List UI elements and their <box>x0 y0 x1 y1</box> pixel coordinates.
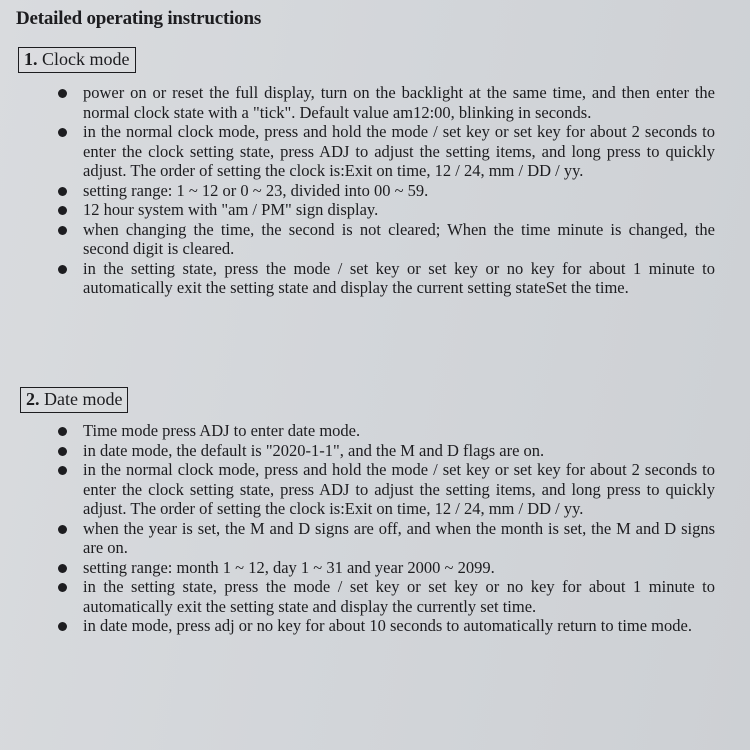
list-item-text: power on or reset the full display, turn on the backlight at the same time, and then enter the normal clock state with a "tick". Default value am12:00, blinking in seconds. <box>83 83 715 122</box>
list-item-text: setting range: 1 ~ 12 or 0 ~ 23, divided into 00 ~ 59. <box>83 180 429 200</box>
list-item <box>55 259 715 298</box>
bullet-icon <box>58 447 67 456</box>
list-item <box>55 616 715 636</box>
list-item-text: in date mode, the default is "2020-1-1", and the M and D flags are on. <box>83 440 545 460</box>
list-item-text: when changing the time, the second is not cleared; When the time minute is changed, the second digit is cleared. <box>83 219 715 258</box>
date-mode-list <box>55 421 715 636</box>
list-item <box>55 83 715 122</box>
list-item-text: setting range: month 1 ~ 12, day 1 ~ 31 and year 2000 ~ 2099. <box>83 557 495 577</box>
clock-mode-list <box>55 83 715 298</box>
list-item <box>55 577 715 616</box>
list-item <box>55 519 715 558</box>
list-item-text: 12 hour system with "am / PM" sign display. <box>83 200 379 219</box>
list-item <box>55 122 715 181</box>
bullet-icon <box>58 89 67 98</box>
bullet-icon <box>58 564 67 573</box>
bullet-icon <box>58 187 67 196</box>
section-number: 1. <box>24 49 38 69</box>
bullet-icon <box>58 427 67 436</box>
list-item-text: in the normal clock mode, press and hold the mode / set key or set key for about 2 seconds to enter the clock setting state, press ADJ to adjust the setting items, and long press to quickly adjust. The order of setting the clock is:Exit on time, 12 / 24, mm / DD / yy. <box>83 122 715 180</box>
bullet-icon <box>58 622 67 631</box>
bullet-icon <box>58 265 67 274</box>
list-item-text: Time mode press ADJ to enter date mode. <box>83 421 361 440</box>
bullet-icon <box>58 466 67 475</box>
section-heading-date-mode <box>20 387 128 413</box>
section-heading-clock-mode <box>18 47 136 73</box>
list-item <box>55 200 715 220</box>
bullet-icon <box>58 226 67 235</box>
list-item <box>55 558 715 578</box>
list-item <box>55 220 715 259</box>
section-number: 2. <box>26 389 40 409</box>
list-item-text: in the setting state, press the mode / set key or set key or no key for about 1 minute to automatically exit the setting state and display the current setting stateSet the time. <box>83 258 715 297</box>
bullet-icon <box>58 206 67 215</box>
bullet-icon <box>58 128 67 137</box>
section-title: Date mode <box>44 389 123 409</box>
list-item <box>55 441 715 461</box>
bullet-icon <box>58 525 67 534</box>
list-item <box>55 181 715 201</box>
list-item-text: in the setting state, press the mode / set key or set key or no key for about 1 minute to automatically exit the setting state and display the currently set time. <box>83 577 715 616</box>
list-item-text: in date mode, press adj or no key for about 10 seconds to automatically return to time mode. <box>83 616 692 635</box>
document-title: Detailed operating instructions <box>16 8 262 29</box>
list-item-text: in the normal clock mode, press and hold the mode / set key or set key for about 2 seconds to enter the clock setting state, press ADJ to adjust the setting items, and long press to quickly adjust. The order of setting the clock is:Exit on time, 12 / 24, mm / DD / yy. <box>83 460 715 518</box>
bullet-icon <box>58 583 67 592</box>
list-item-text: when the year is set, the M and D signs are off, and when the month is set, the M and D signs are on. <box>83 518 715 557</box>
list-item <box>55 421 715 441</box>
list-item <box>55 460 715 519</box>
section-title: Clock mode <box>42 49 130 69</box>
